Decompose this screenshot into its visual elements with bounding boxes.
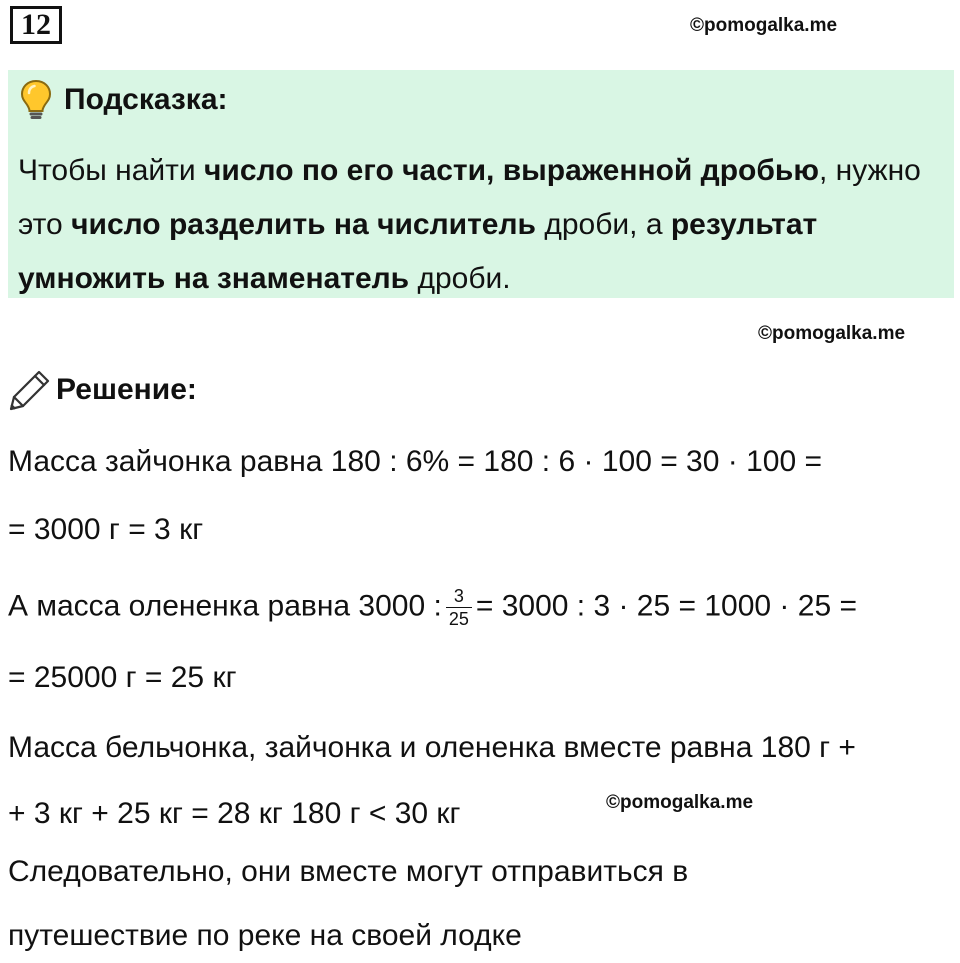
solution-line: Масса зайчонка равна 180 : 6% = 180 : 6 · 100 = 30 · 100 = bbox=[8, 445, 822, 478]
pencil-icon bbox=[8, 368, 52, 412]
solution-line: = 3000 г = 3 кг bbox=[8, 513, 204, 546]
solution-line: Следовательно, они вместе могут отправиться в bbox=[8, 855, 689, 888]
solution-line: + 3 кг + 25 кг = 28 кг 180 г < 30 кг bbox=[8, 797, 461, 830]
fraction: $\frac{3}{25}$ bbox=[446, 586, 472, 629]
solution-line: = 25000 г = 25 кг bbox=[8, 661, 237, 694]
lightbulb-icon bbox=[18, 78, 54, 120]
solution-line-fraction: А масса олененка равна 3000 : $\frac{3}{25}$ = 3000 : 3 · 25 = 1000 · 25 = bbox=[8, 586, 857, 629]
watermark: ©pomogalka.me bbox=[606, 792, 754, 813]
solution-line: путешествие по реке на своей лодке bbox=[8, 919, 522, 952]
solution-title: Решение: bbox=[56, 373, 197, 406]
watermark: ©pomogalka.me bbox=[690, 15, 838, 36]
hint-title: Подсказка: bbox=[64, 83, 228, 116]
solution-line: Масса бельчонка, зайчонка и олененка вместе равна 180 г + bbox=[8, 731, 856, 764]
task-number: 12 bbox=[10, 6, 62, 44]
hint-text: Чтобы найти число по его части, выраженной дробью, нужно это число разделить на числитель дроби, а результат умножить на знаменатель дроби. bbox=[18, 154, 921, 295]
watermark: ©pomogalka.me bbox=[758, 323, 906, 344]
